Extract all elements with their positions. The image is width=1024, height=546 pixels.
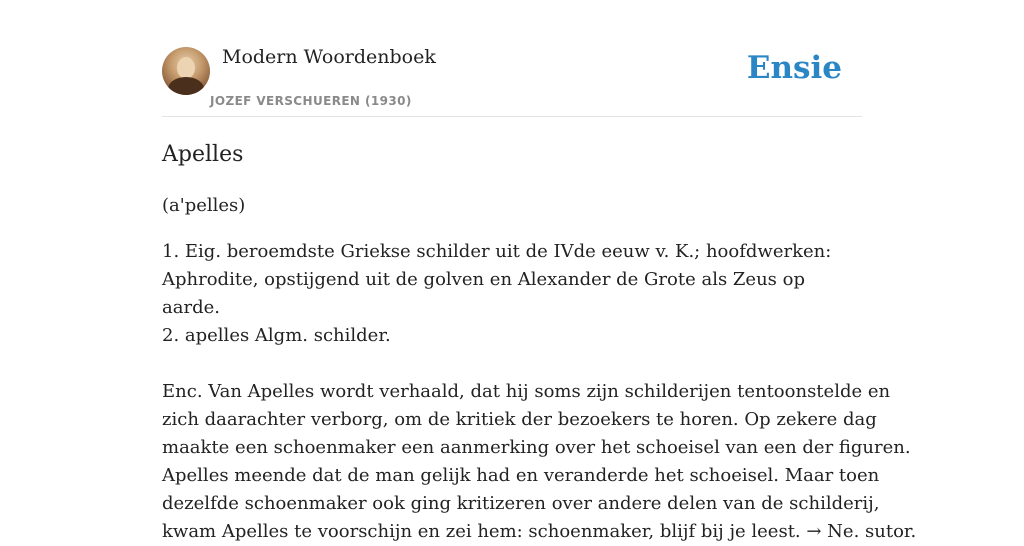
definition-line: 1. Eig. beroemdste Griekse schilder uit de IVde eeuw v. K.; hoofdwerken: — [162, 241, 832, 262]
entry-content — [162, 140, 917, 546]
encyclopedia-line: maakte een schoenmaker een aanmerking over het schoeisel van een der figuren. — [162, 437, 911, 458]
entry-term: Apelles — [162, 142, 244, 167]
entry-definitions — [162, 238, 862, 350]
definition-line: Aphrodite, opstijgend uit de golven en Alexander de Grote als Zeus op aarde. — [162, 269, 805, 318]
encyclopedia-line: kwam Apelles te voorschijn en zei hem: schoenmaker, blijf bij je leest. → Ne. sutor. — [162, 521, 917, 542]
encyclopedia-line: zich daarachter verborg, om de kritiek der bezoekers te horen. Op zekere dag — [162, 409, 877, 430]
entry-pronunciation: (a'pelles) — [162, 195, 246, 216]
author-avatar[interactable] — [162, 47, 210, 95]
encyclopedia-line: dezelfde schoenmaker ook ging kritizeren over andere delen van de schilderij, — [162, 493, 880, 514]
book-title[interactable]: Modern Woordenboek — [222, 46, 436, 68]
author-name: JOZEF VERSCHUEREN (1930) — [210, 94, 412, 108]
brand-logo[interactable]: Ensie — [746, 50, 842, 86]
encyclopedia-line: Enc. Van Apelles wordt verhaald, dat hij soms zijn schilderijen tentoonstelde en — [162, 381, 891, 402]
encyclopedia-line: Apelles meende dat de man gelijk had en veranderde het schoeisel. Maar toen — [162, 465, 880, 486]
encyclopedia-text — [162, 378, 917, 546]
avatar-face — [177, 57, 195, 79]
avatar-coat — [168, 77, 204, 95]
dictionary-header — [162, 40, 862, 117]
definition-line: 2. apelles Algm. schilder. — [162, 325, 391, 346]
